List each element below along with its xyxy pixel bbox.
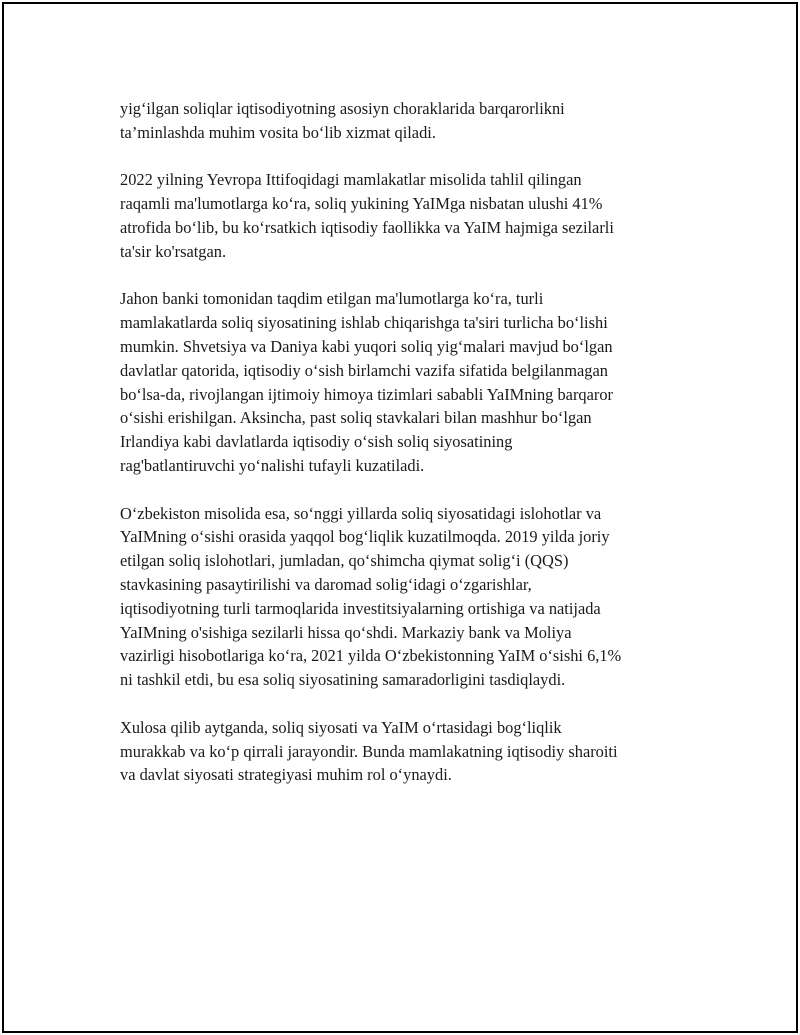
text-line: rag'batlantiruvchi yo‘nalishi tufayli kuzatiladi. <box>120 455 425 475</box>
text-line: mumkin. Shvetsiya va Daniya kabi yuqori soliq yig‘malari mavjud bo‘lgan <box>120 336 613 356</box>
text-line: YaIMning o'sishiga sezilarli hissa qo‘shdi. Markaziy bank va Moliya <box>120 622 572 642</box>
paragraph-2 <box>120 168 690 263</box>
text-line: va davlat siyosati strategiyasi muhim rol o‘ynaydi. <box>120 765 452 785</box>
text-line: iqtisodiyotning turli tarmoqlarida investitsiyalarning ortishiga va natijada <box>120 598 601 618</box>
text-line: atrofida bo‘lib, bu ko‘rsatkich iqtisodiy faollikka va YaIM hajmiga sezilarli <box>120 217 614 237</box>
text-line: 2022 yilning Yevropa Ittifoqidagi mamlakatlar misolida tahlil qilingan <box>120 170 582 190</box>
paragraph-4 <box>120 502 690 692</box>
text-line: yig‘ilgan soliqlar iqtisodiyotning asosiyn choraklarida barqarorlikni <box>120 99 565 118</box>
text-line: raqamli ma'lumotlarga ko‘ra, soliq yukining YaIMga nisbatan ulushi 41% <box>120 194 603 214</box>
text-line: Jahon banki tomonidan taqdim etilgan ma'lumotlarga ko‘ra, turli <box>120 289 544 309</box>
text-line: mamlakatlarda soliq siyosatining ishlab chiqarishga ta'siri turlicha bo‘lishi <box>120 313 608 333</box>
text-line: YaIMning o‘sishi orasida yaqqol bog‘liqlik kuzatilmoqda. 2019 yilda joriy <box>120 527 610 547</box>
paragraph-1 <box>120 97 690 145</box>
text-line: ta’minlashda muhim vosita bo‘lib xizmat qiladi. <box>120 122 436 142</box>
text-line: etilgan soliq islohotlari, jumladan, qo‘shimcha qiymat solig‘i (QQS) <box>120 551 569 571</box>
document-body <box>120 97 690 811</box>
text-line: ta'sir ko'rsatgan. <box>120 241 227 261</box>
paragraph-5 <box>120 716 690 787</box>
text-line: Xulosa qilib aytganda, soliq siyosati va YaIM o‘rtasidagi bog‘liqlik <box>120 717 562 737</box>
text-line: vazirligi hisobotlariga ko‘ra, 2021 yilda O‘zbekistonning YaIM o‘sishi 6,1% <box>120 646 622 666</box>
page-frame <box>2 2 798 1033</box>
text-line: bo‘lsa-da, rivojlangan ijtimoiy himoya tizimlari sababli YaIMning barqaror <box>120 384 613 404</box>
paragraph-3 <box>120 287 690 477</box>
text-line: Irlandiya kabi davlatlarda iqtisodiy o‘sish soliq siyosatining <box>120 432 513 452</box>
text-line: davlatlar qatorida, iqtisodiy o‘sish birlamchi vazifa sifatida belgilanmagan <box>120 360 608 380</box>
text-line: o‘sishi erishilgan. Aksincha, past soliq stavkalari bilan mashhur bo‘lgan <box>120 408 592 428</box>
text-line: stavkasining pasaytirilishi va daromad solig‘idagi o‘zgarishlar, <box>120 574 532 594</box>
text-line: ni tashkil etdi, bu esa soliq siyosatining samaradorligini tasdiqlaydi. <box>120 670 566 690</box>
text-line: murakkab va ko‘p qirrali jarayondir. Bunda mamlakatning iqtisodiy sharoiti <box>120 741 618 761</box>
text-line: O‘zbekiston misolida esa, so‘nggi yillarda soliq siyosatidagi islohotlar va <box>120 503 602 523</box>
